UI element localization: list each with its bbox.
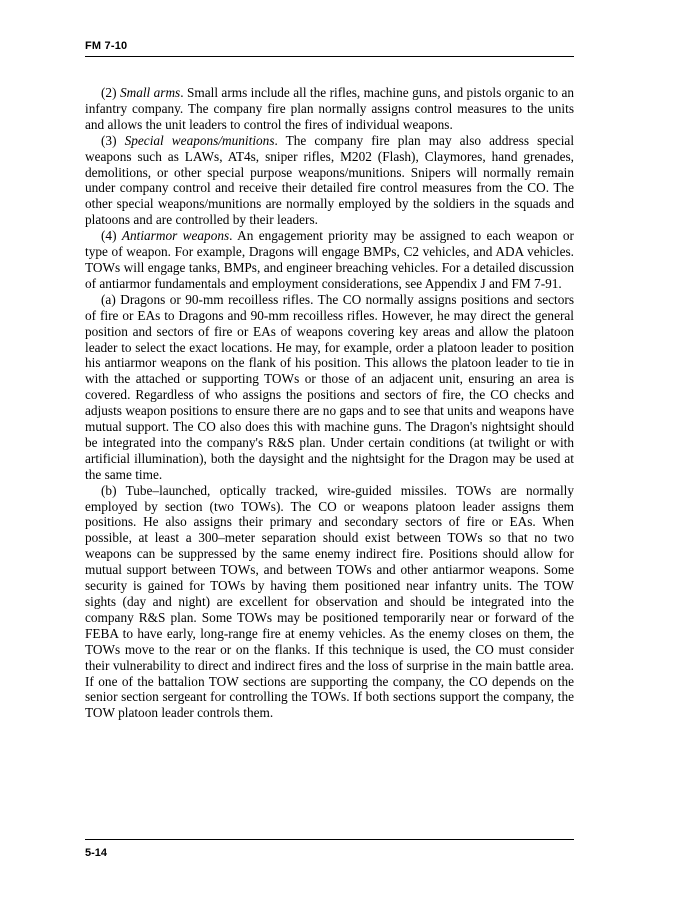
paragraph-antiarmor-weapons: (4) Antiarmor weapons. An engagement priority may be assigned to each weapon or type of weapon. For example, Dragons will engage BMPs, C2 vehicles, and ADA vehicles. TOWs will engage tanks, BMPs, and engineer breaching vehicles. For a detailed discussion of antiarmor fundamentals and employment considerations, see Appendix J and FM 7-91. [85, 228, 574, 291]
paragraph-small-arms: (2) Small arms. Small arms include all the rifles, machine guns, and pistols organic to an infantry company. The company fire plan normally assigns control measures to the units and allows the unit leaders to control the fires of individual weapons. [85, 85, 575, 132]
manual-id: FM 7-10 [85, 40, 128, 52]
paragraph-heading: Special weapons/munitions [124, 132, 275, 148]
paragraph-text: An engagement priority may be assigned to each weapon or type of weapon. For example, Dragons will engage BMPs, C2 vehicles, and ADA vehicles. TOWs will engage tanks, BMPs, and engineer breaching vehicles. For a detailed discussion of antiarmor fundamentals and employment considerations, see Appendix J and FM 7-91. [85, 228, 574, 291]
page-header [85, 38, 574, 57]
paragraph-text: Tube–launched, optically tracked, wire-guided missiles. TOWs are normally employed by section (two TOWs). The CO or weapons platoon leader assigns them positions. He also assigns their primary and secondary sectors of fire or EAs. When possible, at least a 300–meter separation should exist between TOWs so that no two weapons can be suppressed by the same enemy indirect fire. Positions should allow for mutual support between TOWs, and between TOWs and other antiarmor weapons. Some security is gained for TOWs by having them positioned near infantry units. The TOW sights (day and night) are excellent for observation and should be integrated into the company R&S plan. Some TOWs may be positioned temporarily near or forward of the FEBA to have early, long-range fire at enemy vehicles. As the enemy closes on them, the TOWs move to the rear or on the flanks. If this technique is used, the CO must consider their vulnerability to direct and indirect fires and the loss of surprise in the main battle area. If one of the battalion TOW sections are supporting the company, the CO depends on the senior section sergeant for controlling the TOWs. If both sections support the company, the TOW platoon leader controls them. [85, 482, 574, 721]
page-body [85, 85, 574, 721]
paragraph-number: (2) [101, 85, 117, 100]
paragraph-number: (4) [101, 228, 117, 244]
paragraph-text: The company fire plan may also address special weapons such as LAWs, AT4s, sniper rifles, M202 (Flash), Claymores, hand grenades, demolitions, or other special purpose weapons/munitions. Snipers will normally remain under company control and receive their detailed fire control measures from the CO. The other special weapons/munitions are normally employed by the soldiers in the squads and platoons and are controlled by their leaders. [85, 132, 575, 228]
paragraph-number: (a) [101, 291, 116, 307]
paragraph-heading: Antiarmor weapons [121, 228, 230, 244]
paragraph-tows [85, 483, 574, 722]
paragraph-text: Small arms include all the rifles, machine guns, and pistols organic to an infantry company. The company fire plan normally assigns control measures to the units and allows the unit leaders to control the fires of individual weapons. [85, 85, 575, 132]
page-number: 5-14 [85, 847, 108, 859]
paragraph-number: (b) [101, 482, 117, 498]
paragraph-heading: Small arms [119, 85, 181, 100]
paragraph-text: Dragons or 90-mm recoilless rifles. The CO normally assigns positions and sectors of fire or EAs to Dragons and 90-mm recoilless rifles. However, he may direct the general position and sectors of fire or EAs of weapons covering key areas and allow the platoon leader to select the exact locations. He may, for example, order a platoon leader to position his antiarmor weapons on the flank of his position. This allows the platoon leader to tie in with the attached or supporting TOWs or those of an adjacent unit, ensuring an area is covered. Regardless of who assigns the positions and sectors of fire, the CO checks and adjusts weapon positions to ensure there are no gaps and to see that units and weapons have mutual support. The CO also does this with machine guns. The Dragon's nightsight should be integrated into the company's R&S plan. Under certain conditions (at twilight or with artificial illumination), both the daysight and the nightsight for the Dragon may be used at the same time. [85, 291, 574, 482]
page-footer [85, 839, 574, 865]
paragraph-dragons [85, 292, 574, 483]
paragraph-number: (3) [101, 132, 117, 148]
paragraph-special-weapons: (3) Special weapons/munitions. The company fire plan may also address special weapons such as LAWs, AT4s, sniper rifles, M202 (Flash), Claymores, hand grenades, demolitions, or other special purpose weapons/munitions. Snipers will normally remain under company control and receive their detailed fire control measures from the CO. The other special weapons/munitions are normally employed by the soldiers in the squads and platoons and are controlled by their leaders. [85, 132, 575, 228]
